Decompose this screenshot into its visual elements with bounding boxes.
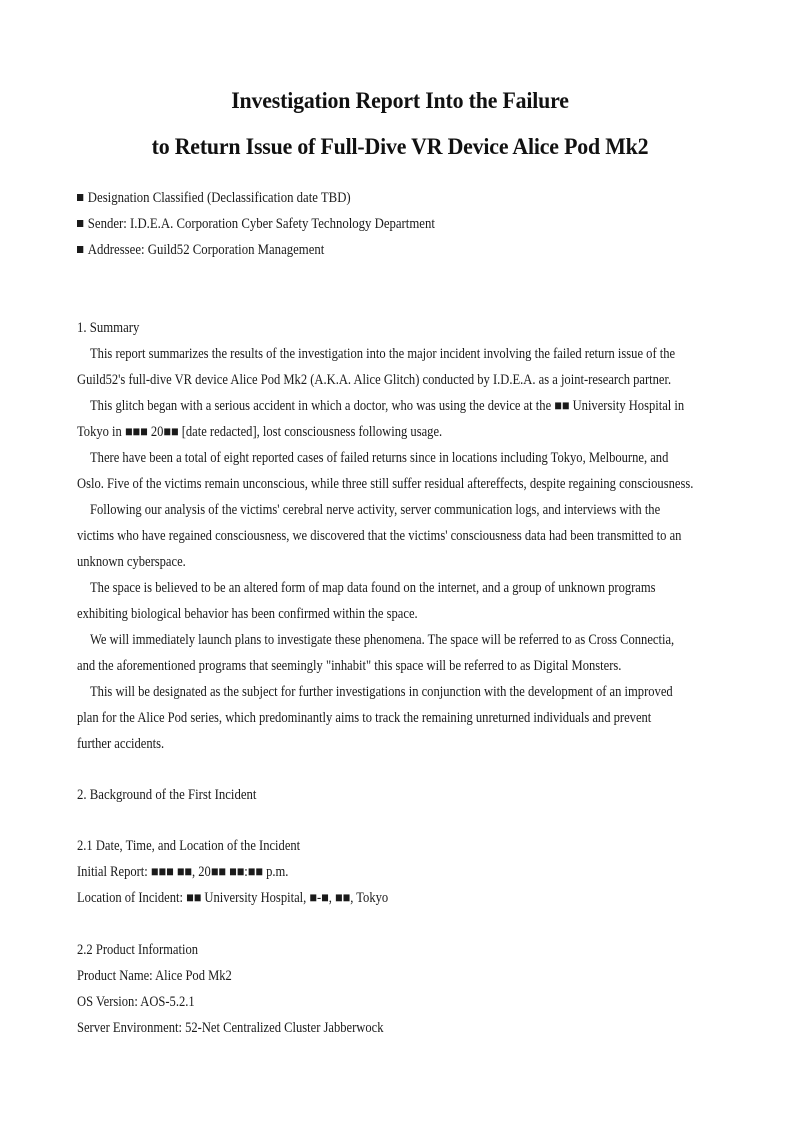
subsection-2-2-heading: 2.2 Product Information (77, 942, 199, 958)
square-bullet-icon (77, 220, 83, 227)
server-environment-line: Server Environment: 52-Net Centralized Cluster Jabberwock (77, 1020, 384, 1036)
meta-sender-text: Sender: I.D.E.A. Corporation Cyber Safety Technology Department (87, 216, 435, 232)
meta-addressee-text: Addressee: Guild52 Corporation Management (87, 242, 325, 258)
summary-line: plan for the Alice Pod series, which predominantly aims to track the remaining unreturned individuals and prevent (77, 710, 652, 726)
product-name-line: Product Name: Alice Pod Mk2 (77, 968, 232, 984)
subsection-2-1-heading: 2.1 Date, Time, and Location of the Incident (77, 838, 301, 854)
summary-line: unknown cyberspace. (77, 554, 186, 570)
meta-addressee (77, 242, 324, 259)
summary-line: Guild52's full-dive VR device Alice Pod Mk2 (A.K.A. Alice Glitch) conducted by I.D.E.A. as a joint-research partner. (77, 372, 672, 388)
square-bullet-icon (77, 246, 83, 253)
document-title-line-2: to Return Issue of Full-Dive VR Device Alice Pod Mk2 (151, 134, 649, 160)
meta-sender (77, 216, 435, 233)
summary-line: and the aforementioned programs that seemingly "inhabit" this space will be referred to as Digital Monsters. (77, 658, 622, 674)
section-1-heading: 1. Summary (77, 320, 140, 336)
summary-line: Following our analysis of the victims' cerebral nerve activity, server communication logs, and interviews with the (90, 502, 661, 518)
os-version-line: OS Version: AOS-5.2.1 (77, 994, 195, 1010)
summary-line: This will be designated as the subject for further investigations in conjunction with the development of an improved (90, 684, 673, 700)
meta-designation-text: Designation Classified (Declassification date TBD) (87, 190, 351, 206)
summary-line: exhibiting biological behavior has been confirmed within the space. (77, 606, 418, 622)
square-bullet-icon (77, 194, 83, 201)
summary-line: There have been a total of eight reported cases of failed returns since in locations including Tokyo, Melbourne, and (90, 450, 669, 466)
summary-line: Tokyo in ■■■ 20■■ [date redacted], lost consciousness following usage. (77, 424, 443, 440)
summary-line: This glitch began with a serious accident in which a doctor, who was using the device at the ■■ University Hospital in (90, 398, 685, 414)
document-title-line-1: Investigation Report Into the Failure (231, 88, 569, 114)
summary-line: further accidents. (77, 736, 165, 752)
incident-location-line: Location of Incident: ■■ University Hospital, ■-■, ■■, Tokyo (77, 890, 389, 906)
section-2-heading: 2. Background of the First Incident (77, 787, 257, 803)
initial-report-line: Initial Report: ■■■ ■■, 20■■ ■■:■■ p.m. (77, 864, 289, 880)
meta-designation (77, 190, 351, 207)
summary-line: We will immediately launch plans to investigate these phenomena. The space will be referred to as Cross Connectia, (90, 632, 675, 648)
summary-line: This report summarizes the results of the investigation into the major incident involving the failed return issue of the (90, 346, 676, 362)
summary-line: Oslo. Five of the victims remain unconscious, while three still suffer residual aftereffects, despite regaining consciousness. (77, 476, 694, 492)
summary-line: victims who have regained consciousness, we discovered that the victims' consciousness data had been transmitted to an (77, 528, 682, 544)
summary-line: The space is believed to be an altered form of map data found on the internet, and a group of unknown programs (90, 580, 656, 596)
